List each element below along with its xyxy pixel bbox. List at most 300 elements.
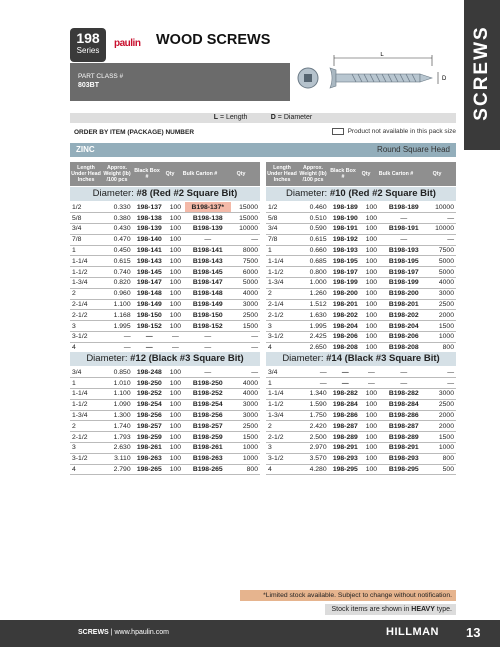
weight-cell: 1.260 <box>299 288 328 299</box>
table-row <box>70 443 260 454</box>
bulk-qty-cell: 3000 <box>231 399 260 410</box>
weight-cell: 1.300 <box>103 410 132 421</box>
page-number: 13 <box>466 625 481 640</box>
length-cell: 3 <box>266 443 299 454</box>
length-cell: 2-1/4 <box>70 299 103 310</box>
weight-cell: 0.615 <box>103 256 132 267</box>
weight-cell: 1.995 <box>103 321 132 332</box>
qty-cell: 100 <box>362 389 381 400</box>
weight-cell: 3.570 <box>299 453 328 464</box>
table-row <box>266 288 456 299</box>
bulk-carton-cell: B198-284 <box>381 399 427 410</box>
table-row <box>266 410 456 421</box>
length-cell: 1-1/4 <box>266 389 299 400</box>
weight-cell: 0.450 <box>103 245 132 256</box>
bulk-carton-cell: B198-141 <box>185 245 231 256</box>
table-row <box>70 367 260 378</box>
weight-cell: 1.100 <box>103 389 132 400</box>
qty-cell: 100 <box>362 256 381 267</box>
qty-cell: — <box>166 342 185 353</box>
column-header-weight: Approx. Weight (lb) /100 pcs <box>103 165 131 183</box>
length-cell: 3/4 <box>266 224 299 235</box>
qty-cell: 100 <box>166 367 185 378</box>
qty-cell: 100 <box>166 443 185 454</box>
stock-note-post: type. <box>434 606 452 613</box>
not-available-legend <box>332 128 456 135</box>
weight-cell: 0.460 <box>299 202 328 213</box>
qty-cell: 100 <box>166 202 185 213</box>
qty-cell: 100 <box>362 288 381 299</box>
black-box-cell: 198-195 <box>329 256 362 267</box>
black-box-cell: 198-192 <box>329 234 362 245</box>
black-box-cell: 198-193 <box>329 245 362 256</box>
table-row <box>266 321 456 332</box>
bulk-carton-cell: B198-202 <box>381 310 427 321</box>
column-header-length: Length Under Head Inches <box>267 165 297 183</box>
column-header <box>70 162 260 186</box>
black-box-cell: 198-208 <box>329 342 362 353</box>
length-cell: 2-1/2 <box>266 432 299 443</box>
qty-cell: 100 <box>362 410 381 421</box>
black-box-cell: 198-250 <box>133 378 166 389</box>
bulk-qty-cell: 3000 <box>231 299 260 310</box>
table-row <box>266 464 456 475</box>
table-row <box>266 299 456 310</box>
black-box-cell: 198-259 <box>133 432 166 443</box>
legend-bar <box>70 113 456 123</box>
bulk-qty-cell: 1500 <box>427 321 456 332</box>
stock-items-note <box>325 604 456 615</box>
length-cell: 4 <box>70 464 103 475</box>
length-cell: 1-1/2 <box>70 267 103 278</box>
bulk-qty-cell: 1000 <box>427 443 456 454</box>
legend-l-text: = Length <box>219 114 248 121</box>
weight-cell: 0.510 <box>299 213 328 224</box>
bulk-carton-cell: B198-143 <box>185 256 231 267</box>
bulk-carton-cell: — <box>185 342 231 353</box>
diameter-marker: D <box>442 76 447 82</box>
paulin-logo: paulin <box>114 38 141 49</box>
length-cell: 5/8 <box>266 213 299 224</box>
footer <box>0 620 500 647</box>
column-header-weight: Approx. Weight (lb) /100 pcs <box>299 165 327 183</box>
bulk-carton-cell: B198-293 <box>381 453 427 464</box>
length-cell: 2-1/4 <box>266 299 299 310</box>
table-row <box>266 213 456 224</box>
black-box-cell: 198-263 <box>133 453 166 464</box>
black-box-cell: 198-293 <box>329 453 362 464</box>
weight-cell: 0.615 <box>299 234 328 245</box>
qty-cell: 100 <box>166 378 185 389</box>
weight-cell: 1.000 <box>299 278 328 289</box>
bulk-qty-cell: 500 <box>427 464 456 475</box>
weight-cell: 0.740 <box>103 267 132 278</box>
length-cell: 1-1/2 <box>70 399 103 410</box>
black-box-cell: 198-141 <box>133 245 166 256</box>
table-row <box>266 432 456 443</box>
bulk-carton-cell: B198-261 <box>185 443 231 454</box>
black-box-cell: 198-148 <box>133 288 166 299</box>
black-box-cell: 198-189 <box>329 202 362 213</box>
table-row <box>266 399 456 410</box>
bulk-carton-cell: — <box>381 213 427 224</box>
table-row <box>266 378 456 389</box>
length-cell: 7/8 <box>266 234 299 245</box>
bulk-carton-cell: B198-199 <box>381 278 427 289</box>
bulk-carton-cell: B198-147 <box>185 278 231 289</box>
length-cell: 2 <box>70 421 103 432</box>
bulk-qty-cell: 4000 <box>231 288 260 299</box>
bulk-carton-cell: B198-189 <box>381 202 427 213</box>
qty-cell: 100 <box>362 453 381 464</box>
table-row <box>266 234 456 245</box>
weight-cell: 2.425 <box>299 332 328 343</box>
weight-cell: 0.330 <box>103 202 132 213</box>
length-cell: 4 <box>70 342 103 353</box>
column-header-qty: Qty <box>361 171 371 177</box>
weight-cell: 1.590 <box>299 399 328 410</box>
bulk-carton-cell: B198-149 <box>185 299 231 310</box>
qty-cell: 100 <box>166 267 185 278</box>
length-cell: 2 <box>266 288 299 299</box>
table-row <box>70 321 260 332</box>
black-box-cell: 198-139 <box>133 224 166 235</box>
bulk-qty-cell: 2000 <box>427 310 456 321</box>
qty-cell: 100 <box>362 267 381 278</box>
table-row <box>70 267 260 278</box>
length-cell: 3/4 <box>70 367 103 378</box>
black-box-cell: 198-191 <box>329 224 362 235</box>
bulk-carton-cell: — <box>381 234 427 245</box>
legend-d-text: = Diameter <box>277 114 313 121</box>
bulk-carton-cell: — <box>185 234 231 245</box>
length-cell: 7/8 <box>70 234 103 245</box>
qty-cell: — <box>362 378 381 389</box>
length-cell: 3/4 <box>266 367 299 378</box>
bulk-carton-cell: B198-138 <box>185 213 231 224</box>
diameter-value: #14 (Black #3 Square Bit) <box>326 353 440 364</box>
length-cell: 1-3/4 <box>266 410 299 421</box>
black-box-cell: 198-138 <box>133 213 166 224</box>
length-cell: 1 <box>266 245 299 256</box>
black-box-cell: — <box>133 342 166 353</box>
diameter-value: #10 (Red #2 Square Bit) <box>329 188 436 199</box>
bulk-qty-cell: — <box>231 234 260 245</box>
length-cell: 3-1/2 <box>70 453 103 464</box>
bulk-qty-cell: 800 <box>231 464 260 475</box>
bulk-qty-cell: 1500 <box>231 432 260 443</box>
bulk-qty-cell: 5000 <box>231 278 260 289</box>
table-row <box>70 453 260 464</box>
table-row <box>266 367 456 378</box>
weight-cell: 2.630 <box>103 443 132 454</box>
series-number: 198 <box>76 30 100 46</box>
footer-url[interactable]: www.hpaulin.com <box>114 629 169 636</box>
black-box-cell: 198-286 <box>329 410 362 421</box>
bulk-carton-cell: B198-204 <box>381 321 427 332</box>
bulk-carton-cell: B198-295 <box>381 464 427 475</box>
part-class-box <box>70 63 290 101</box>
weight-cell: 0.380 <box>103 213 132 224</box>
diameter-value: #12 (Black #3 Square Bit) <box>130 353 244 364</box>
length-cell: 3-1/2 <box>266 332 299 343</box>
black-box-cell: 198-295 <box>329 464 362 475</box>
length-cell: 3/4 <box>70 224 103 235</box>
table-row <box>70 213 260 224</box>
qty-cell: 100 <box>166 299 185 310</box>
order-instruction: ORDER BY ITEM (PACKAGE) NUMBER <box>74 129 195 136</box>
table-row <box>70 310 260 321</box>
order-row <box>70 128 456 138</box>
weight-cell: 2.500 <box>299 432 328 443</box>
black-box-cell: 198-200 <box>329 288 362 299</box>
length-cell: 1-3/4 <box>266 278 299 289</box>
black-box-cell: 198-150 <box>133 310 166 321</box>
series-badge <box>70 28 106 62</box>
bulk-carton-cell: B198-256 <box>185 410 231 421</box>
qty-cell: 100 <box>166 321 185 332</box>
bulk-qty-cell: — <box>231 367 260 378</box>
weight-cell: 0.470 <box>103 234 132 245</box>
weight-cell: 0.685 <box>299 256 328 267</box>
table-row <box>70 332 260 343</box>
black-box-cell: 198-145 <box>133 267 166 278</box>
weight-cell: 1.630 <box>299 310 328 321</box>
length-cell: 1 <box>70 245 103 256</box>
bulk-qty-cell: 3000 <box>231 410 260 421</box>
not-available-swatch <box>332 128 344 135</box>
bulk-qty-cell: 2000 <box>427 421 456 432</box>
diameter-header <box>70 187 260 201</box>
bulk-carton-cell: B198-148 <box>185 288 231 299</box>
bulk-qty-cell: 2500 <box>427 299 456 310</box>
diameter-header <box>266 187 456 201</box>
table-row <box>70 299 260 310</box>
length-cell: 2 <box>266 421 299 432</box>
black-box-cell: 198-261 <box>133 443 166 454</box>
bulk-carton-cell: — <box>381 367 427 378</box>
bulk-carton-cell: B198-252 <box>185 389 231 400</box>
black-box-cell: 198-199 <box>329 278 362 289</box>
qty-cell: 100 <box>166 310 185 321</box>
table-row <box>70 234 260 245</box>
bulk-qty-cell: — <box>231 342 260 353</box>
table-row <box>266 202 456 213</box>
length-cell: 1-1/2 <box>266 267 299 278</box>
bulk-qty-cell: — <box>231 332 260 343</box>
table-row <box>70 410 260 421</box>
qty-cell: 100 <box>166 278 185 289</box>
bulk-carton-cell: B198-191 <box>381 224 427 235</box>
black-box-cell: 198-252 <box>133 389 166 400</box>
hillman-logo: HILLMAN <box>386 626 439 638</box>
bulk-carton-cell: B198-254 <box>185 399 231 410</box>
bulk-carton-cell: B198-265 <box>185 464 231 475</box>
bulk-qty-cell: 3000 <box>427 288 456 299</box>
series-label: Series <box>76 46 100 55</box>
weight-cell: 0.430 <box>103 224 132 235</box>
table-row <box>70 224 260 235</box>
weight-cell: 2.970 <box>299 443 328 454</box>
qty-cell: 100 <box>362 245 381 256</box>
table-row <box>266 332 456 343</box>
bulk-qty-cell: 10000 <box>427 202 456 213</box>
weight-cell: 0.590 <box>299 224 328 235</box>
footer-sep: | <box>108 629 115 636</box>
bulk-qty-cell: 1000 <box>231 443 260 454</box>
bulk-carton-cell: B198-206 <box>381 332 427 343</box>
limited-stock-note: *Limited stock available. Subject to change without notification. <box>240 590 456 601</box>
size-table <box>266 367 456 475</box>
bulk-carton-cell: B198-193 <box>381 245 427 256</box>
table-row <box>266 443 456 454</box>
length-cell: 1-1/2 <box>266 399 299 410</box>
qty-cell: 100 <box>362 224 381 235</box>
bulk-carton-cell: B198-208 <box>381 342 427 353</box>
length-cell: 2-1/2 <box>70 310 103 321</box>
qty-cell: 100 <box>166 464 185 475</box>
black-box-cell: 198-257 <box>133 421 166 432</box>
table-row <box>70 399 260 410</box>
bulk-qty-cell: 5000 <box>427 256 456 267</box>
size-table <box>266 202 456 354</box>
weight-cell: — <box>103 332 132 343</box>
length-cell: 1-1/4 <box>266 256 299 267</box>
black-box-cell: 198-201 <box>329 299 362 310</box>
length-cell: 1 <box>266 378 299 389</box>
length-cell: 1-3/4 <box>70 278 103 289</box>
black-box-cell: 198-289 <box>329 432 362 443</box>
bulk-carton-cell: — <box>185 367 231 378</box>
weight-cell: 1.090 <box>103 399 132 410</box>
diameter-header <box>266 352 456 366</box>
qty-cell: 100 <box>362 464 381 475</box>
bulk-qty-cell: 5000 <box>427 267 456 278</box>
qty-cell: 100 <box>166 399 185 410</box>
sidebar-tab <box>464 0 500 150</box>
qty-cell: 100 <box>166 288 185 299</box>
bulk-carton-cell: B198-152 <box>185 321 231 332</box>
bulk-qty-cell: — <box>427 367 456 378</box>
length-cell: 3 <box>70 321 103 332</box>
weight-cell: — <box>299 367 328 378</box>
bulk-carton-cell: B198-259 <box>185 432 231 443</box>
weight-cell: 3.110 <box>103 453 132 464</box>
screw-diagram <box>296 52 456 100</box>
bulk-carton-cell: B198-286 <box>381 410 427 421</box>
bulk-qty-cell: — <box>427 234 456 245</box>
black-box-cell: — <box>329 367 362 378</box>
diameter-label: Diameter: <box>282 353 327 364</box>
weight-cell: 2.420 <box>299 421 328 432</box>
length-marker: L <box>380 52 384 58</box>
size-table <box>70 367 260 475</box>
black-box-cell: 198-140 <box>133 234 166 245</box>
column-header-black: Black Box # <box>134 168 160 180</box>
qty-cell: 100 <box>362 321 381 332</box>
weight-cell: 1.010 <box>103 378 132 389</box>
black-box-cell: 198-137 <box>133 202 166 213</box>
qty-cell: 100 <box>166 213 185 224</box>
page-title: WOOD SCREWS <box>156 32 271 48</box>
length-cell: 4 <box>266 464 299 475</box>
length-cell: 3 <box>70 443 103 454</box>
black-box-cell: 198-291 <box>329 443 362 454</box>
bulk-qty-cell: 10000 <box>427 224 456 235</box>
weight-cell: 0.820 <box>103 278 132 289</box>
bulk-qty-cell: 6000 <box>231 267 260 278</box>
bulk-qty-cell: 4000 <box>231 389 260 400</box>
black-box-cell: 198-206 <box>329 332 362 343</box>
qty-cell: 100 <box>362 213 381 224</box>
black-box-cell: — <box>133 332 166 343</box>
column-header-qty: Qty <box>165 171 175 177</box>
table-row <box>266 389 456 400</box>
qty-cell: 100 <box>362 278 381 289</box>
length-cell: 1/2 <box>70 202 103 213</box>
table-row <box>70 202 260 213</box>
column-header-black: Black Box # <box>330 168 356 180</box>
table-row <box>70 389 260 400</box>
bulk-carton-cell: B198-139 <box>185 224 231 235</box>
bulk-qty-cell: 10000 <box>231 224 260 235</box>
diameter-header <box>70 352 260 366</box>
bulk-qty-cell: 1500 <box>427 432 456 443</box>
bulk-qty-cell: 4000 <box>427 278 456 289</box>
length-cell: 5/8 <box>70 213 103 224</box>
bulk-carton-cell: B198-287 <box>381 421 427 432</box>
qty-cell: 100 <box>166 256 185 267</box>
weight-cell: 1.740 <box>103 421 132 432</box>
qty-cell: 100 <box>166 224 185 235</box>
diameter-value: #8 (Red #2 Square Bit) <box>136 188 238 199</box>
sidebar-label: SCREWS <box>471 25 492 121</box>
table-row <box>266 256 456 267</box>
black-box-cell: 198-248 <box>133 367 166 378</box>
bulk-qty-cell: 8000 <box>231 245 260 256</box>
weight-cell: 4.280 <box>299 464 328 475</box>
column-header-bulk: Bulk Carton # <box>182 171 218 177</box>
bulk-carton-cell: B198-195 <box>381 256 427 267</box>
qty-cell: 100 <box>166 432 185 443</box>
qty-cell: — <box>362 367 381 378</box>
weight-cell: 2.650 <box>299 342 328 353</box>
black-box-cell: — <box>329 378 362 389</box>
bulk-qty-cell: 1000 <box>231 453 260 464</box>
weight-cell: — <box>299 378 328 389</box>
qty-cell: 100 <box>362 421 381 432</box>
table-row <box>70 432 260 443</box>
weight-cell: 1.168 <box>103 310 132 321</box>
section-bar <box>70 143 456 157</box>
not-available-text: Product not available in this pack size <box>347 128 456 135</box>
length-cell: 3-1/2 <box>266 453 299 464</box>
bulk-carton-cell: — <box>185 332 231 343</box>
weight-cell: 0.960 <box>103 288 132 299</box>
qty-cell: 100 <box>362 234 381 245</box>
bulk-qty-cell: 2500 <box>231 310 260 321</box>
weight-cell: 1.995 <box>299 321 328 332</box>
bulk-qty-cell: 1000 <box>427 332 456 343</box>
bulk-qty-cell: 7500 <box>427 245 456 256</box>
footer-left <box>78 629 169 636</box>
bulk-carton-cell: B198-257 <box>185 421 231 432</box>
legend-d: D <box>270 114 276 121</box>
table-row <box>70 256 260 267</box>
bulk-qty-cell: 3000 <box>427 389 456 400</box>
qty-cell: 100 <box>362 399 381 410</box>
bulk-qty-cell: 800 <box>427 453 456 464</box>
